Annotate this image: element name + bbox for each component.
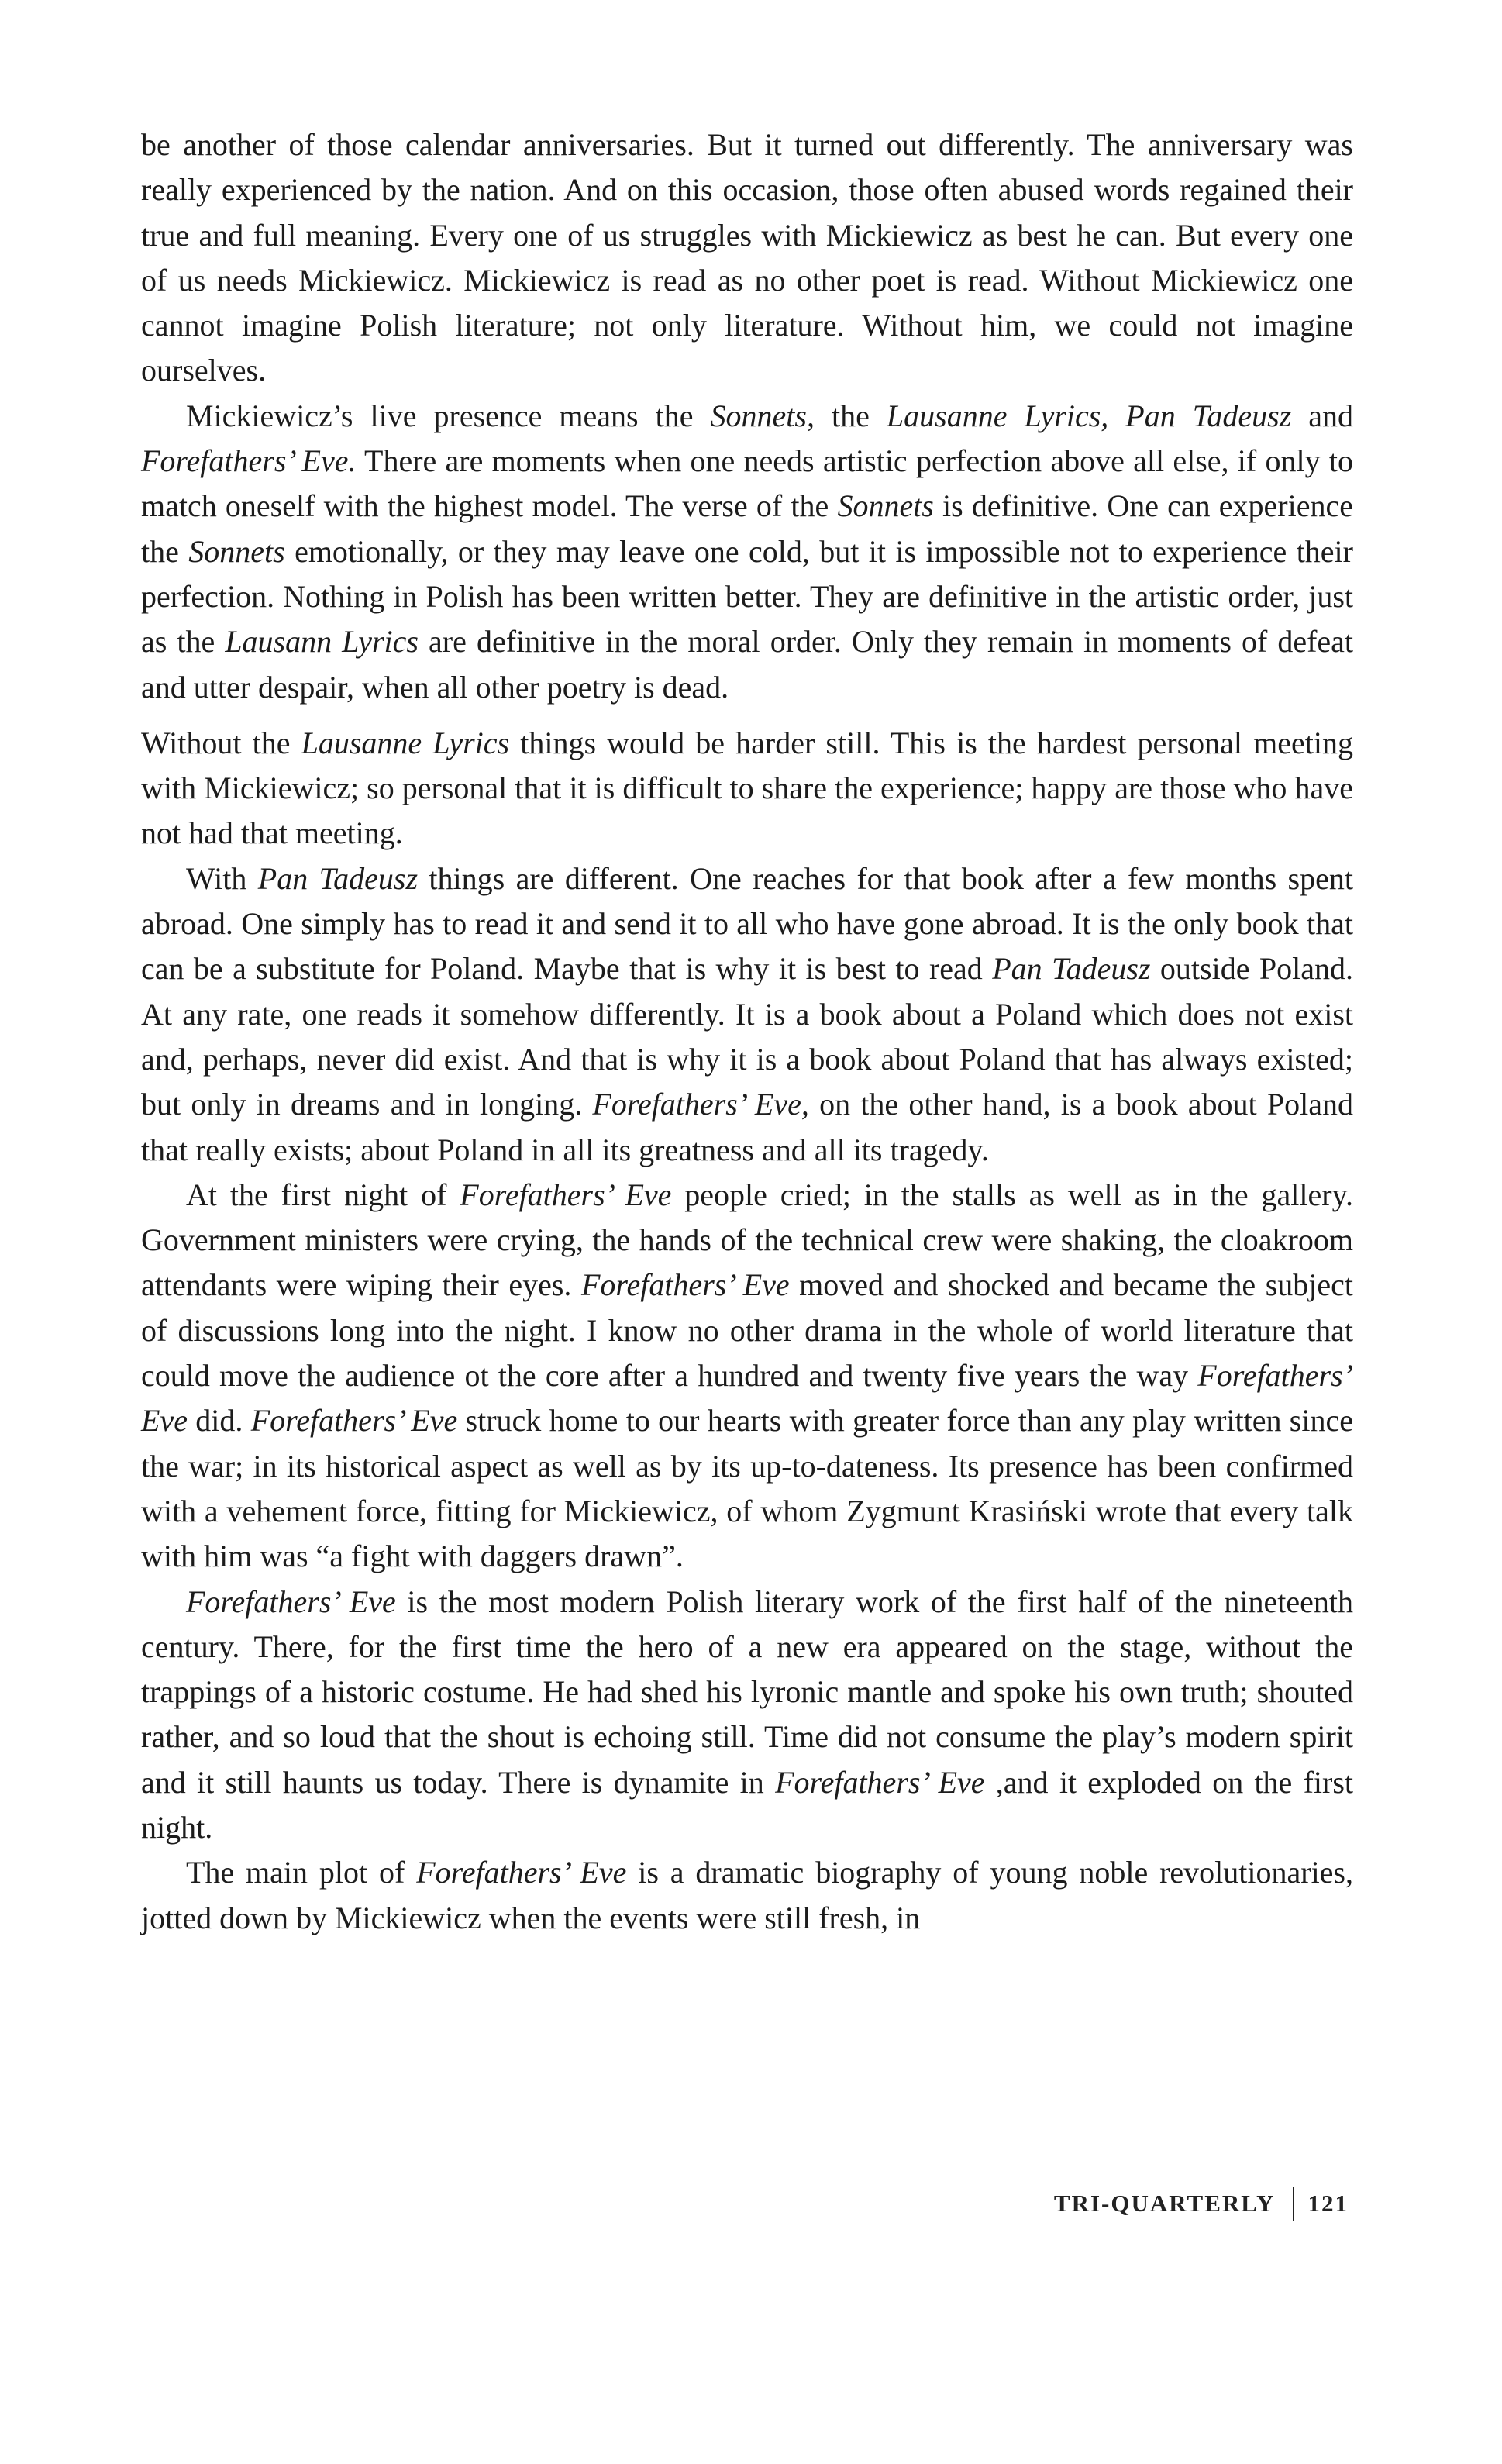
- text-run: emotionally, or they may leave one cold, but it is impossible not to experience their perfection. Nothing in Polish has been written better. They are definitive in the artistic order, just as the: [141, 533, 1353, 660]
- italic-title: Forefathers’ Eve: [416, 1855, 627, 1890]
- text-run: is definitive. One can experience the: [141, 488, 1354, 569]
- italic-title: Lausann Lyrics: [225, 624, 419, 660]
- text-run: and: [1291, 398, 1353, 433]
- text-run: be another of those calendar anniversaries. But it turned out differently. The anniversary was really experienced by the nation. And on this occasion, those often abused words regained their true and full meaning. Every one of us struggles with Mickiewicz as best he can. But every one of us needs Mickiewicz. Mickiewicz is read as no other poet is read. Without Mickiewicz one cannot imagine Polish literature; not only literature. Without him, we could not imagine ourselves.: [141, 127, 1353, 388]
- italic-title: Pan Tadeusz: [257, 860, 419, 896]
- paragraph: [141, 1173, 1353, 1580]
- page-number: 121: [1307, 2190, 1349, 2218]
- text-run: on the other hand, is a book about Poland that really exists; about Poland in all its greatness and all its tragedy.: [141, 1087, 1353, 1167]
- italic-title: Forefathers’ Eve: [250, 1403, 458, 1439]
- italic-title: Forefathers’ Eve: [580, 1267, 790, 1303]
- text-run: people cried; in the stalls as well as in the gallery. Government ministers were crying, the hands of the technical crew were shaking, the cloakroom attendants were wiping their eyes.: [141, 1177, 1354, 1303]
- text-run: The main plot of: [186, 1855, 417, 1890]
- paragraph: [141, 1850, 1353, 1941]
- italic-title: Forefathers’ Eve: [141, 1358, 1353, 1439]
- running-footer: [946, 2189, 1349, 2223]
- footer-separator: [1293, 2187, 1294, 2221]
- italic-title: Lausanne Lyrics, Pan Tadeusz: [886, 398, 1292, 433]
- text-run: things would be harder still. This is the hardest personal meeting with Mickiewicz; so personal that it is difficult to share the experience; happy are those who have not had that meeting.: [141, 725, 1353, 851]
- journal-title: TRI-QUARTERLY: [1053, 2190, 1276, 2218]
- text-run: At the first night of: [186, 1177, 460, 1212]
- paragraph: [141, 1580, 1353, 1851]
- italic-title: Pan Tadeusz: [992, 951, 1151, 987]
- text-run: There are moments when one needs artistic perfection above all else, if only to match oneself with the highest model. The verse of the: [141, 443, 1353, 524]
- text-run: did.: [187, 1403, 251, 1439]
- text-run: With: [186, 860, 258, 896]
- text-run: is the most modern Polish literary work of the first half of the nineteenth century. There, for the first time the hero of a new era appeared on the stage, without the trappings of a historic costume. He had shed his lyronic mantle and spoke his own truth; shouted rather, and so loud that the shout is echoing still. Time did not consume the play’s modern spirit and it still haunts us today. There is dynamite in: [141, 1584, 1353, 1800]
- text-run: Mickiewicz’s live presence means the: [186, 398, 711, 433]
- italic-title: Sonnets,: [710, 398, 815, 433]
- text-run: things are different. One reaches for that book after a few months spent abroad. One simply has to read it and send it to all who have gone abroad. It is the only book that can be a substitute for Poland. Maybe that is why it is best to read: [141, 860, 1353, 987]
- italic-title: Forefathers’ Eve.: [141, 443, 357, 479]
- text-run: are definitive in the moral order. Only they remain in moments of defeat and utter despair, when all other poetry is dead.: [141, 624, 1354, 705]
- italic-title: Forefathers’ Eve: [460, 1177, 672, 1212]
- italic-title: Sonnets: [188, 533, 285, 569]
- text-run: moved and shocked and became the subject of discussions long into the night. I know no other drama in the whole of world literature that could move the audience ot the core after a hundred and twenty five years the way: [141, 1267, 1354, 1394]
- paragraph: [141, 856, 1353, 1173]
- paragraph: [141, 122, 1353, 394]
- paragraph: [141, 394, 1353, 710]
- italic-title: Forefathers’ Eve,: [592, 1087, 809, 1122]
- italic-title: Sonnets: [837, 488, 934, 524]
- text-run: ,and it exploded on the first night.: [141, 1764, 1354, 1845]
- text-run: Without the: [141, 725, 301, 760]
- text-run: the: [814, 398, 887, 433]
- italic-title: Forefathers’ Eve: [775, 1764, 985, 1800]
- paragraph: [141, 721, 1353, 856]
- italic-title: Lausanne Lyrics: [301, 725, 510, 760]
- text-run: outside Poland. At any rate, one reads it somehow differently. It is a book about a Poland which does not exist and, perhaps, never did exist. And that is why it is a book about Poland that has always existed; but only in dreams and in longing.: [141, 951, 1353, 1122]
- text-run: struck home to our hearts with greater force than any play written since the war; in its historical aspect as well as by its up-to-dateness. Its presence has been confirmed with a vehement force, fitting for Mickiewicz, of whom Zygmunt Krasiński wrote that every talk with him was “a fight with daggers drawn”.: [141, 1403, 1353, 1574]
- italic-title: Forefathers’ Eve: [186, 1584, 396, 1619]
- text-run: is a dramatic biography of young noble revolutionaries, jotted down by Mickiewicz when the events were still fresh, in: [141, 1855, 1353, 1935]
- page-body: [141, 122, 1353, 1941]
